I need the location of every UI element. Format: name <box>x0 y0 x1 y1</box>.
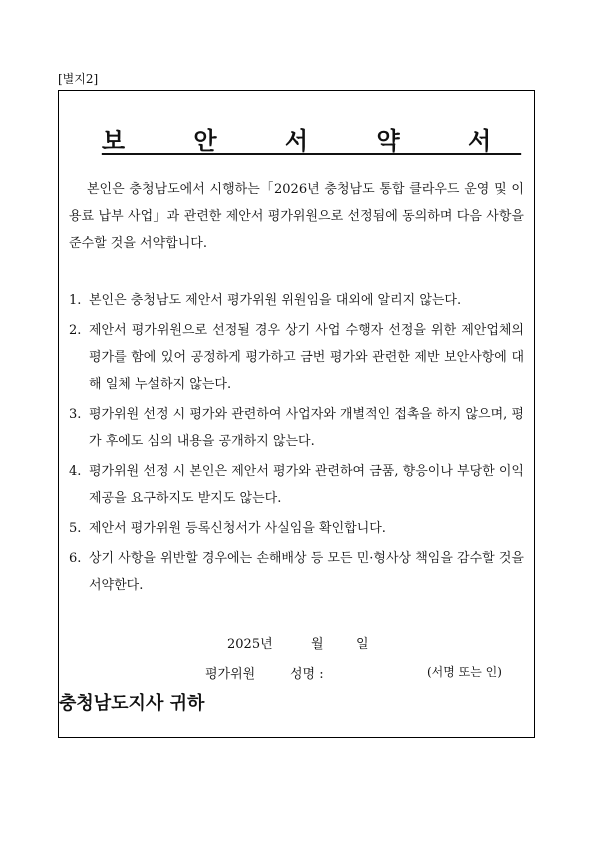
document-title <box>59 121 534 156</box>
pledge-number: 4. <box>69 464 82 479</box>
pledge-document <box>58 90 535 738</box>
pledge-text: 제안서 평가위원 등록신청서가 사실임을 확인합니다. <box>89 521 386 536</box>
pledge-number: 2. <box>69 323 82 338</box>
pledge-number: 5. <box>69 521 82 536</box>
pledge-item <box>69 287 524 314</box>
pledge-number: 1. <box>69 293 82 308</box>
pledge-item <box>69 458 524 512</box>
attachment-label: [별지2] <box>58 72 99 86</box>
pledge-item <box>69 545 524 599</box>
intro-paragraph: 본인은 충청남도에서 시행하는「2026년 충청남도 통합 클라우드 운영 및 이용료 납부 사업」과 관련한 제안서 평가위원으로 선정됨에 동의하며 다음 사항을 준수할 것을 서약합니다. <box>69 182 524 251</box>
pledge-list <box>69 287 524 602</box>
pledge-text: 제안서 평가위원으로 선정될 경우 상기 사업 수행자 선정을 위한 제안업체의 평가를 함에 있어 공정하게 평가하고 금번 평가와 관련한 제반 보안사항에 대해 일체 누설하지 않는다. <box>89 323 524 392</box>
document-title-text: 보 안 서 약 서 <box>101 127 522 155</box>
pledge-item <box>69 515 524 542</box>
date-year: 2025년 <box>227 637 273 652</box>
pledge-text: 본인은 충청남도 제안서 평가위원 위원임을 대외에 알리지 않는다. <box>89 293 462 308</box>
pledge-number: 6. <box>69 551 82 566</box>
signature-role: 평가위원 <box>205 667 256 682</box>
signature-note: (서명 또는 인) <box>427 665 502 679</box>
pledge-item <box>69 317 524 398</box>
pledge-text: 평가위원 선정 시 본인은 제안서 평가와 관련하여 금품, 향응이나 부당한 이익 제공을 요구하지도 받지도 않는다. <box>89 464 524 506</box>
pledge-text: 평가위원 선정 시 평가와 관련하여 사업자와 개별적인 접촉을 하지 않으며, 평가 후에도 심의 내용을 공개하지 않는다. <box>89 407 524 449</box>
date-day: 일 <box>356 637 369 652</box>
pledge-text: 상기 사항을 위반할 경우에는 손해배상 등 모든 민·형사상 책임을 감수할 것을 서약한다. <box>89 551 524 593</box>
signature-name-label: 성명 : <box>290 667 324 682</box>
date-month: 월 <box>311 637 324 652</box>
pledge-item <box>69 401 524 455</box>
pledge-number: 3. <box>69 407 82 422</box>
recipient: 충청남도지사 귀하 <box>59 693 205 714</box>
